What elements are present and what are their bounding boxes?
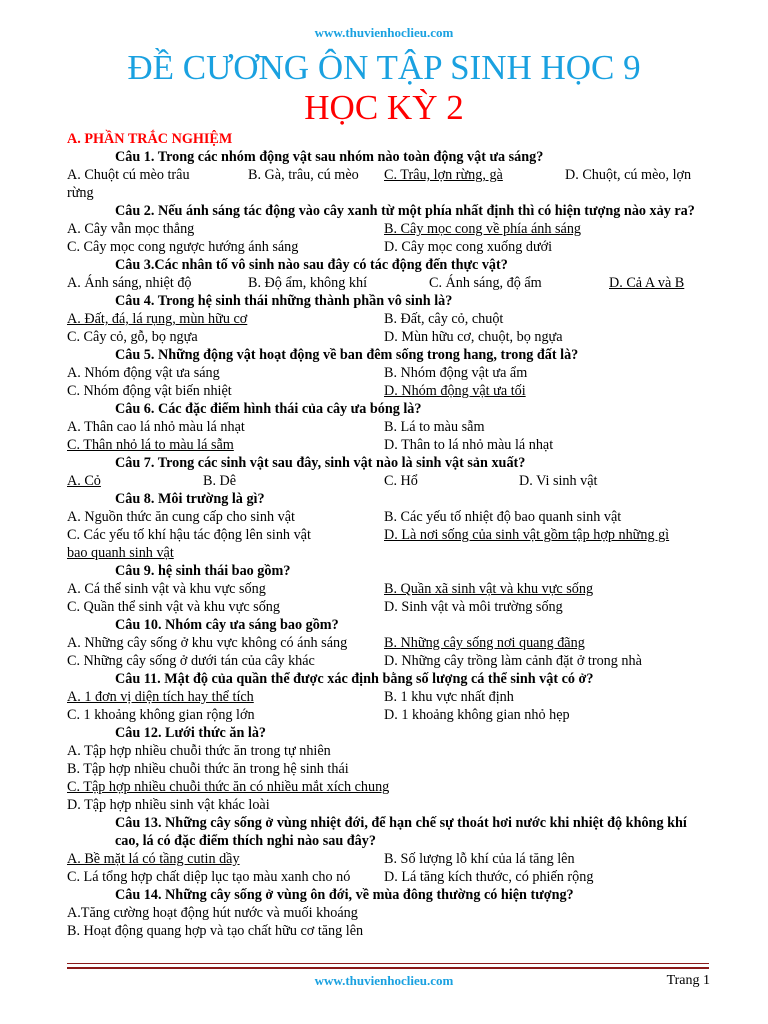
q11-options-row2 — [67, 706, 707, 724]
q1-option-b: B. Gà, trâu, cú mèo — [248, 167, 359, 183]
q14-option-a: A.Tăng cường hoạt động hút nước và muối khoáng — [67, 905, 358, 921]
q11-option-b: B. 1 khu vực nhất định — [384, 689, 514, 705]
q9-option-c: C. Quần thể sinh vật và khu vực sống — [67, 599, 280, 615]
q2-option-b-answer: B. Cây mọc cong về phía ánh sáng — [384, 221, 582, 237]
q3-option-a: A. Ánh sáng, nhiệt độ — [67, 275, 192, 291]
q11-option-a-answer: A. 1 đơn vị diện tích hay thể tích — [67, 689, 254, 705]
q4-options-row1 — [67, 310, 707, 328]
q4-option-c: C. Cây cỏ, gỗ, bọ ngựa — [67, 329, 198, 345]
q3-option-b: B. Độ ẩm, không khí — [248, 275, 368, 291]
q9-option-d: D. Sinh vật và môi trường sống — [384, 599, 563, 615]
footer-divider-thin — [67, 963, 709, 964]
q5-option-b: B. Nhóm động vật ưa ẩm — [384, 365, 528, 381]
q14-option-b: B. Hoạt động quang hợp và tạo chất hữu cơ tăng lên — [67, 923, 364, 939]
question-list — [67, 130, 707, 940]
document-title: ĐỀ CƯƠNG ÔN TẬP SINH HỌC 9 — [127, 48, 641, 87]
q6-option-d: D. Thân to lá nhỏ màu lá nhạt — [384, 437, 554, 453]
q4-options-row2 — [67, 328, 707, 346]
question-3: Câu 3.Các nhân tố vô sinh nào sau đây có tác động đến thực vật? — [115, 257, 508, 273]
page-number: Trang 1 — [666, 973, 710, 988]
q10-option-c: C. Những cây sống ở dưới tán của cây khác — [67, 653, 315, 669]
q1-option-c-answer: C. Trâu, lợn rừng, gà — [384, 167, 503, 183]
q13-option-c: C. Lá tổng hợp chất diệp lục tạo màu xanh cho nó — [67, 869, 351, 885]
q2-option-c: C. Cây mọc cong ngược hướng ánh sáng — [67, 239, 299, 255]
q13-options-row1 — [67, 850, 707, 868]
question-7: Câu 7. Trong các sinh vật sau đây, sinh vật nào là sinh vật sản xuất? — [115, 455, 526, 471]
q2-options-row2 — [67, 238, 707, 256]
question-9: Câu 9. hệ sinh thái bao gồm? — [115, 563, 291, 579]
q6-option-a: A. Thân cao lá nhỏ màu lá nhạt — [67, 419, 245, 435]
q7-option-c: C. Hổ — [384, 473, 418, 489]
q8-options-row2 — [67, 526, 707, 544]
q13-option-b: B. Số lượng lỗ khí của lá tăng lên — [384, 851, 575, 867]
q5-option-a: A. Nhóm động vật ưa sáng — [67, 365, 220, 381]
q6-options-row2 — [67, 436, 707, 454]
q5-options-row1 — [67, 364, 707, 382]
q8-option-b: B. Các yếu tố nhiệt độ bao quanh sinh vật — [384, 509, 622, 525]
q13-option-a-answer: A. Bề mặt lá có tầng cutin dầy — [67, 851, 240, 867]
q10-option-a: A. Những cây sống ở khu vực không có ánh sáng — [67, 635, 348, 651]
q5-option-c: C. Nhóm động vật biến nhiệt — [67, 383, 232, 399]
question-4: Câu 4. Trong hệ sinh thái những thành phần vô sinh là? — [115, 293, 453, 309]
q8-options-row3 — [67, 544, 707, 562]
q1-option-a: A. Chuột cú mèo trâu — [67, 167, 190, 183]
q9-option-b-answer: B. Quần xã sinh vật và khu vực sống — [384, 581, 594, 597]
q2-option-a: A. Cây vẫn mọc thẳng — [67, 221, 195, 237]
document-subtitle: HỌC KỲ 2 — [304, 88, 464, 127]
q11-options-row1 — [67, 688, 707, 706]
q7-options — [67, 472, 707, 490]
q8-option-d-continued: bao quanh sinh vật — [67, 545, 174, 561]
q8-option-d-answer: D. Là nơi sống của sinh vật gồm tập hợp những gì — [384, 527, 670, 543]
q11-option-c: C. 1 khoảng không gian rộng lớn — [67, 707, 255, 723]
q3-option-c: C. Ánh sáng, độ ẩm — [429, 275, 542, 291]
q7-option-a-answer: A. Cỏ — [67, 473, 101, 489]
question-1: Câu 1. Trong các nhóm động vật sau nhóm nào toàn động vật ưa sáng? — [115, 149, 544, 165]
question-14: Câu 14. Những cây sống ở vùng ôn đới, về mùa đông thường có hiện tượng? — [115, 887, 574, 903]
q1-options — [67, 166, 707, 202]
q4-option-b: B. Đất, cây cỏ, chuột — [384, 311, 504, 327]
question-10: Câu 10. Nhóm cây ưa sáng bao gồm? — [115, 617, 339, 633]
q6-option-b: B. Lá to màu sẫm — [384, 419, 485, 435]
q11-option-d: D. 1 khoảng không gian nhỏ hẹp — [384, 707, 570, 723]
q3-options — [67, 274, 707, 292]
q8-option-a: A. Nguồn thức ăn cung cấp cho sinh vật — [67, 509, 295, 525]
q7-option-d: D. Vi sinh vật — [519, 473, 598, 489]
q9-options-row1 — [67, 580, 707, 598]
q6-options-row1 — [67, 418, 707, 436]
header-site-link[interactable]: www.thuvienhoclieu.com — [314, 25, 454, 40]
question-5: Câu 5. Những động vật hoạt động về ban đêm sống trong hang, trong đất là? — [115, 347, 579, 363]
q10-option-d: D. Những cây trồng làm cảnh đặt ở trong nhà — [384, 653, 642, 669]
q12-option-b: B. Tập hợp nhiều chuỗi thức ăn trong hệ sinh thái — [67, 761, 349, 777]
q12-option-a: A. Tập hợp nhiều chuỗi thức ăn trong tự nhiên — [67, 743, 331, 759]
q6-option-c-answer: C. Thân nhỏ lá to màu lá sẫm — [67, 437, 234, 453]
question-13: Câu 13. Những cây sống ở vùng nhiệt đới, để hạn chế sự thoát hơi nước khi nhiệt độ không khí cao, lá có đặc điểm thích nghi nào sau đây? — [115, 815, 687, 849]
q8-options-row1 — [67, 508, 707, 526]
q1-option-d: D. Chuột, cú mèo, lợn rừng — [67, 167, 692, 201]
q3-option-d-answer: D. Cả A và B — [609, 275, 685, 291]
q9-options-row2 — [67, 598, 707, 616]
q12-option-d: D. Tập hợp nhiều sinh vật khác loài — [67, 797, 270, 813]
q9-option-a: A. Cá thể sinh vật và khu vực sống — [67, 581, 266, 597]
footer-divider-thick — [67, 967, 709, 969]
q10-option-b-answer: B. Những cây sống nơi quang đãng — [384, 635, 585, 651]
q7-option-b: B. Dê — [203, 473, 237, 489]
question-6: Câu 6. Các đặc điểm hình thái của cây ưa bóng là? — [115, 401, 422, 417]
footer-site-link[interactable]: www.thuvienhoclieu.com — [314, 973, 454, 988]
q12-option-c-answer: C. Tập hợp nhiều chuỗi thức ăn có nhiều mắt xích chung — [67, 779, 390, 795]
q8-option-c: C. Các yếu tố khí hậu tác động lên sinh vật — [67, 527, 311, 543]
q10-options-row2 — [67, 652, 707, 670]
q13-options-row2 — [67, 868, 707, 886]
question-8: Câu 8. Môi trường là gì? — [115, 491, 265, 507]
q5-option-d-answer: D. Nhóm động vật ưa tối — [384, 383, 526, 399]
question-12: Câu 12. Lưới thức ăn là? — [115, 725, 267, 741]
q4-option-d: D. Mùn hữu cơ, chuột, bọ ngựa — [384, 329, 563, 345]
q2-option-d: D. Cây mọc cong xuống dưới — [384, 239, 553, 255]
question-2: Câu 2. Nếu ánh sáng tác động vào cây xanh từ một phía nhất định thì có hiện tượng nào xảy ra? — [115, 203, 695, 219]
q4-option-a-answer: A. Đất, đá, lá rụng, mùn hữu cơ — [67, 311, 248, 327]
section-heading: A. PHẦN TRẮC NGHIỆM — [67, 131, 233, 147]
q13-option-d: D. Lá tăng kích thước, có phiến rộng — [384, 869, 594, 885]
q5-options-row2 — [67, 382, 707, 400]
question-11: Câu 11. Mật độ của quần thể được xác định bằng số lượng cá thể sinh vật có ở? — [115, 671, 594, 687]
q10-options-row1 — [67, 634, 707, 652]
q2-options-row1 — [67, 220, 707, 238]
